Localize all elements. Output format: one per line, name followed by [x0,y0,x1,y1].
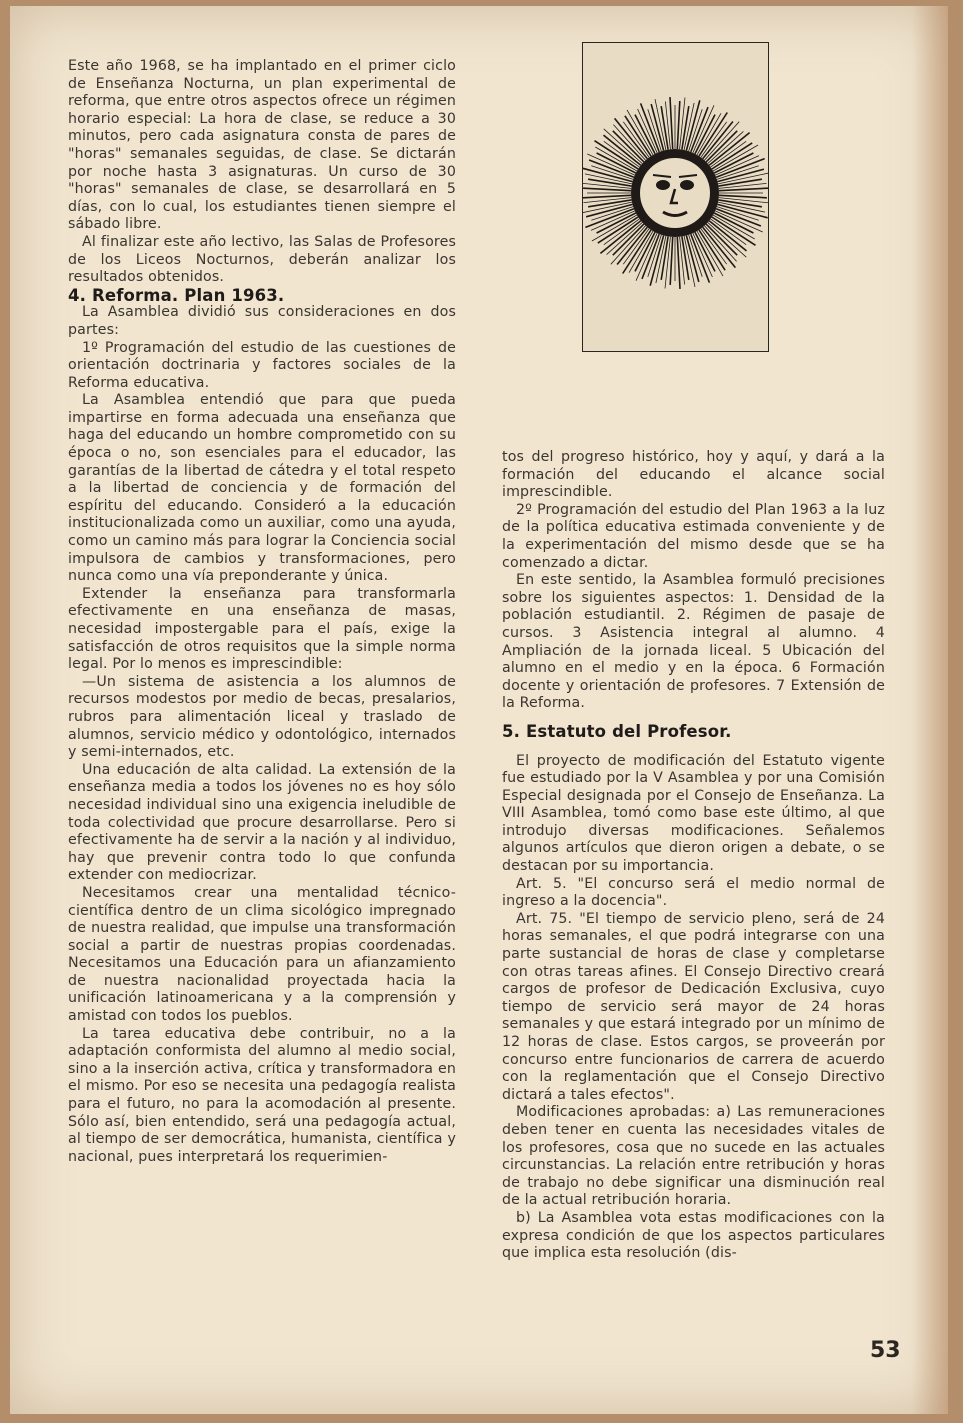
section-5-number: 5. [502,721,521,741]
section-4-number: 4. [68,285,87,305]
section-4-paragraph: La Asamblea dividió sus consideraciones en dos partes: [68,304,456,338]
section-4-paragraph: —Un sistema de asistencia a los alumnos de recursos modestos por medio de becas, presalarios, rubros para alimentación liceal y traslado de alumnos, servicio médico y odontológico, internados y semi-internados, etc. [68,673,456,761]
section-5-paragraph: b) La Asamblea vota estas modificaciones con la expresa condición de que los aspectos particulares que implica esta resolución (dis- [502,1209,885,1262]
section-5-title: Estatuto del Profesor. [526,721,732,741]
section-4-paragraph: Necesitamos crear una mentalidad técnico-científica dentro de un clima sicológico impregnado de nuestra realidad, que impulse una transformación social a partir de nuestras propias coordenadas. Necesitamos una Educación para un afianzamiento de nuestra nacionalidad proyectada hacia la unificación latinoamericana y a la comprensión y amistad con todos los pueblos. [68,884,456,1025]
section-5-paragraph: Art. 75. "El tiempo de servicio pleno, será de 24 horas semanales, el que podrá integrarse con una parte sustancial de horas de clase y completarse con otras tareas afines. El Consejo Directivo creará cargos de profesor de Dedicación Exclusiva, cuyo tiempo de servicio será mayor de 24 horas semanales y que estará integrado por un mínimo de 12 horas de clase. Estos cargos, se proveerán por concurso entre funcionarios de carrera de acuerdo con la reglamentación que el Consejo Directivo dictará a tales efectos". [502,910,885,1103]
section-4-paragraph: 2º Programación del estudio del Plan 1963 a la luz de la política educativa estimada conveniente y de la experimentación del mismo desde que se ha comenzado a dictar. [502,501,885,571]
book-page [10,6,948,1414]
section-5-heading [502,723,885,741]
section-4-paragraph: La Asamblea entendió que para que pueda impartirse en forma adecuada una enseñanza que haga del educando un hombre comprometido con su época o no, son esenciales para el educador, las garantías de la libertad de cátedra y el total respeto a la libertad de conciencia y de formación del espíritu del educando. Consideró a la educación institucionalizada como un auxiliar, como una ayuda, como un camino más para lograr la Conciencia social impulsora de cambios y transformaciones, pero nunca como una vía preponderante y única. [68,392,456,585]
section-4-heading [68,287,456,305]
intro-paragraph-2: Al finalizar este año lectivo, las Salas de Profesores de los Liceos Nocturnos, deberán analizar los resultados obtenidos. [68,233,456,286]
sun-face-illustration [582,42,769,352]
section-5-paragraph: Art. 5. "El concurso será el medio normal de ingreso a la docencia". [502,875,885,910]
section-4-paragraph: La tarea educativa debe contribuir, no a la adaptación conformista del alumno al medio social, sino a la inserción activa, crítica y transformadora en el mismo. Por eso se necesita una pedagogía realista para el futuro, no para la acomodación al presente. Sólo así, bien entendido, será una pedagogía actual, al tiempo de ser democrática, humanista, científica y nacional, pues interpretará los requerimien- [68,1025,456,1165]
continued-paragraph: tos del progreso histórico, hoy y aquí, y dará a la formación del educando el alcance social imprescindible. [502,449,885,501]
left-column [68,58,456,1166]
section-5-paragraph: El proyecto de modificación del Estatuto vigente fue estudiado por la V Asamblea y por una Comisión Especial designada por el Consejo de Enseñanza. La VIII Asamblea, tomó como base este último, al que introdujo diversas modificaciones. Señalemos algunos artículos que dieron origen a debate, o se destacan por su importancia. [502,752,885,875]
section-4-paragraph: Extender la enseñanza para transformarla efectivamente en una enseñanza de masas, necesidad impostergable para el país, exige la satisfacción de otros requisitos que la simple norma legal. Por lo menos es imprescindible: [68,585,456,673]
section-4-title: Reforma. Plan 1963. [92,285,285,305]
section-5-paragraph: Modificaciones aprobadas: a) Las remuneraciones deben tener en cuenta las necesidades vitales de los profesores, cosa que no sucede en las actuales circunstancias. La relación entre retribución y horas de trabajo no debe significar una disminución real de la actual retribución horaria. [502,1104,885,1209]
right-column [502,449,885,1263]
intro-paragraph-1: Este año 1968, se ha implantado en el primer ciclo de Enseñanza Nocturna, un plan experimental de reforma, que entre otros aspectos ofrece un régimen horario especial: La hora de clase, se reduce a 30 minutos, pero cada asignatura consta de pares de "horas" semanales seguidas, de clase. Se dictarán por noche hasta 3 asignaturas. Un curso de 30 "horas" semanales de clase, se desarrollará en 5 días, con lo cual, los estudiantes tienen siempre el sábado libre. [68,58,456,233]
page-number: 53 [870,1338,901,1363]
section-4-paragraph: Una educación de alta calidad. La extensión de la enseñanza media a todos los jóvenes no es hoy sólo necesidad individual sino una exigencia ineludible de toda colectividad que procure desarrollarse. Pero si efectivamente ha de servir a la nación y al individuo, hay que prevenir contra todo lo que confunda extender con mediocrizar. [68,761,456,884]
sun-face-icon [583,43,768,351]
section-4-paragraph: 1º Programación del estudio de las cuestiones de orientación doctrinaria y factores sociales de la Reforma educativa. [68,339,456,391]
section-4-paragraph: En este sentido, la Asamblea formuló precisiones sobre los siguientes aspectos: 1. Densidad de la población estudiantil. 2. Régimen de pasaje de cursos. 3 Asistencia integral al alumno. 4 Ampliación de la jornada liceal. 5 Ubicación del alumno en el medio y en la época. 6 Formación docente y orientación de profesores. 7 Extensión de la Reforma. [502,572,885,712]
